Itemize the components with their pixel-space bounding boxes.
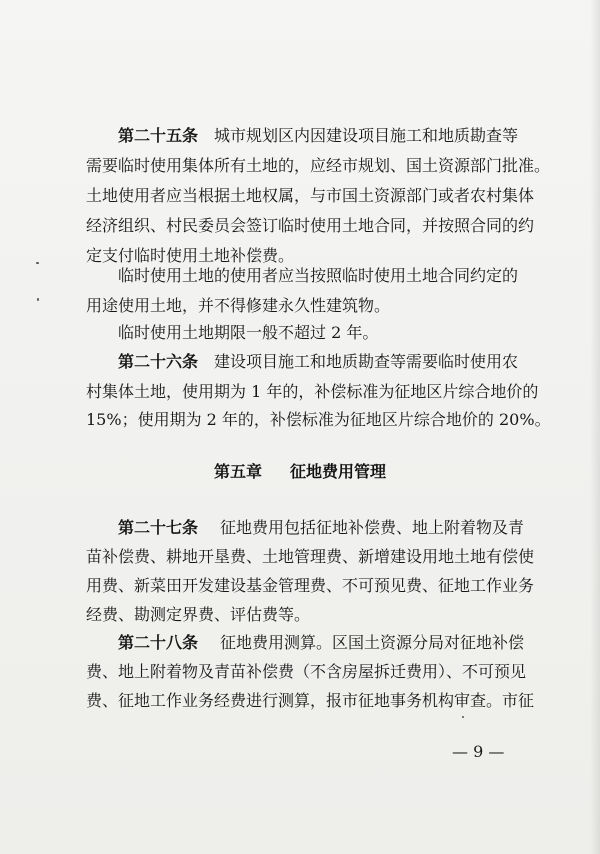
page-edge-shadow	[590, 0, 600, 854]
article-27-line-4: 经费、勘测定界费、评估费等。	[86, 605, 311, 624]
article-26-line-2: 村集体土地，使用期为 1 年的，补偿标准为征地区片综合地价的	[86, 382, 539, 401]
article-26-line-1: 建设项目施工和地质勘查等需要临时使用农	[214, 352, 519, 371]
article-25-line-5: 定支付临时使用土地补偿费。	[86, 246, 295, 265]
article-25-line-2: 需要临时使用集体所有土地的，应经市规划、国土资源部门批准。	[86, 156, 551, 175]
article-28-line-3: 费、征地工作业务经费进行测算，报市征地事务机构审查。市征	[86, 691, 535, 710]
article-25-line-3: 土地使用者应当根据土地权属，与市国土资源部门或者农村集体	[86, 186, 535, 205]
article-27-line-3: 用费、新菜田开发建设基金管理费、不可预见费、征地工作业务	[86, 576, 535, 595]
chapter-number: 第五章	[213, 462, 262, 481]
article-27-line-2: 苗补偿费、耕地开垦费、土地管理费、新增建设用地土地有偿使	[86, 547, 535, 566]
article-25-line-4: 经济组织、村民委员会签订临时使用土地合同，并按照合同的约	[86, 216, 535, 235]
article-26-label: 第二十六条	[118, 352, 199, 371]
article-27-line-1: 征地费用包括征地补偿费、地上附着物及青	[220, 518, 525, 537]
article-25-label: 第二十五条	[118, 126, 199, 145]
article-26-first-line	[118, 352, 518, 372]
scan-speck	[462, 716, 464, 718]
article-28-line-2: 费、地上附着物及青苗补偿费（不含房屋拆迁费用）、不可预见	[86, 662, 527, 681]
article-28-first-line	[118, 633, 524, 653]
article-27-first-line	[118, 518, 524, 538]
article-25-para2-line-2: 用途使用土地，并不得修建永久性建筑物。	[86, 296, 391, 315]
scan-speck	[36, 262, 39, 264]
page-number: — 9 —	[452, 742, 505, 761]
chapter-heading	[0, 462, 600, 482]
article-25-line-1: 城市规划区内因建设项目施工和地质勘查等	[214, 126, 519, 145]
article-28-label: 第二十八条	[118, 633, 199, 652]
article-27-label: 第二十七条	[118, 518, 199, 537]
article-25-first-line	[118, 126, 518, 146]
article-26-line-3: 15%；使用期为 2 年的，补偿标准为征地区片综合地价的 20%。	[86, 410, 551, 429]
scan-speck	[37, 298, 39, 301]
chapter-title: 征地费用管理	[290, 462, 387, 481]
article-25-para2-line-1: 临时使用土地的使用者应当按照临时使用土地合同约定的	[118, 266, 519, 285]
article-28-line-1: 征地费用测算。区国土资源分局对征地补偿	[220, 633, 525, 652]
article-25-para3: 临时使用土地期限一般不超过 2 年。	[118, 323, 379, 342]
